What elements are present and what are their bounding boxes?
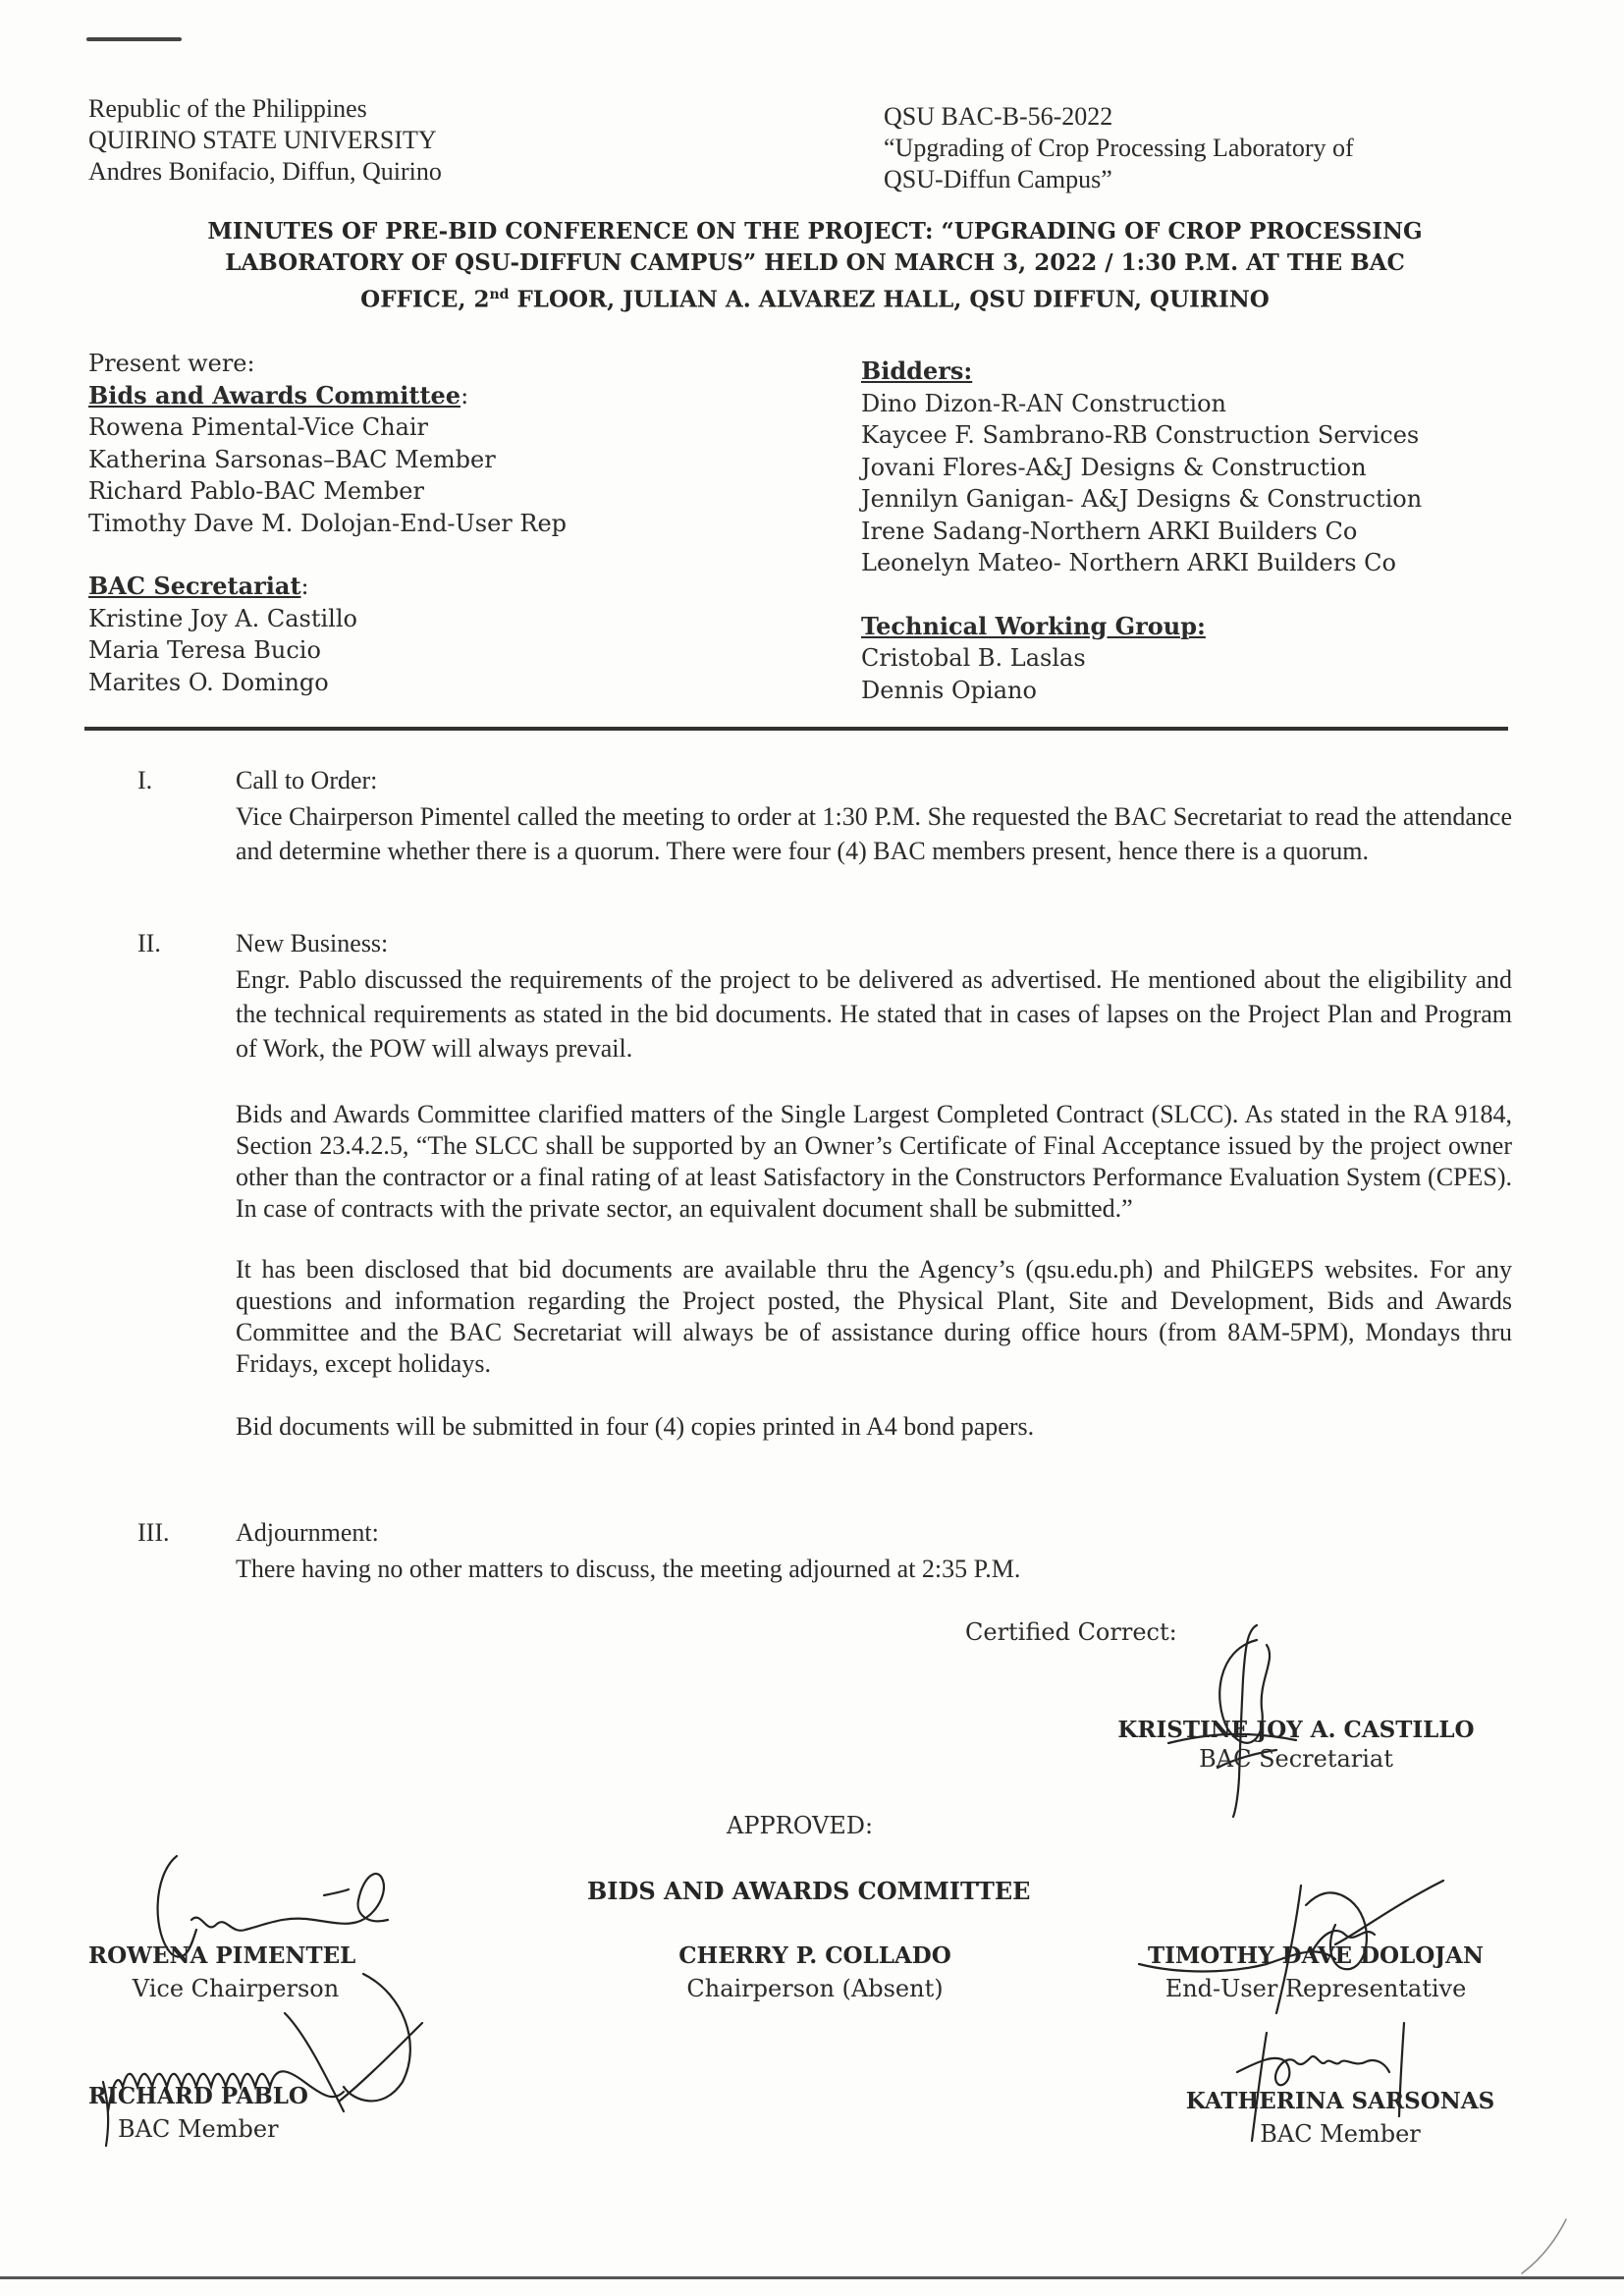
section-numeral: III. (137, 1518, 170, 1547)
bac-heading-colon: : (460, 381, 469, 410)
title-line-2: LABORATORY OF QSU-DIFFUN CAMPUS” HELD ON MARCH 3, 2022 / 1:30 P.M. AT THE BAC (225, 249, 1405, 276)
scan-mark (86, 37, 182, 41)
title-line-3-a: OFFICE, 2 (360, 286, 490, 313)
title-line-1: MINUTES OF PRE-BID CONFERENCE ON THE PROJECT: “UPGRADING OF CROP PROCESSING (207, 218, 1423, 245)
section-paragraph: There having no other matters to discuss, the meeting adjourned at 2:35 P.M. (236, 1555, 1021, 1583)
signatory-name: KATHERINA SARSONAS (1185, 2088, 1495, 2114)
document-title (98, 216, 1532, 316)
section-paragraph: Engr. Pablo discussed the requirements of the project to be delivered as advertised. He mentioned about the eligibility and the technical requirements as stated in the bid documents. He stated that in cases of lapses on the Project Plan and Program of Work, the POW will always prevail. (236, 965, 1512, 1063)
bidder: Leonelyn Mateo- Northern ARKI Builders Co (861, 549, 1396, 576)
approved-label: APPROVED: (727, 1812, 874, 1839)
bidder: Irene Sadang-Northern ARKI Builders Co (861, 517, 1358, 545)
project-name-line2: QSU-Diffun Campus” (884, 165, 1112, 193)
secretariat-heading-text: BAC Secretariat (88, 572, 301, 600)
reference-number: QSU BAC-B-56-2022 (884, 102, 1113, 131)
attendee: Rowena Pimental-Vice Chair (88, 413, 429, 441)
committee-name: BIDS AND AWARDS COMMITTEE (587, 1877, 1031, 1905)
signatory-block (69, 2083, 363, 2143)
present-intro: Present were: (88, 350, 255, 377)
title-line-3-b: FLOOR, JULIAN A. ALVAREZ HALL, QSU DIFFUN, QUIRINO (509, 286, 1270, 313)
secretariat-heading-colon: : (300, 573, 309, 600)
project-name-line1: “Upgrading of Crop Processing Laboratory of (884, 134, 1354, 162)
attendance-left (88, 348, 567, 698)
twg-member: Cristobal B. Laslas (861, 644, 1086, 672)
secretariat-heading (88, 571, 567, 603)
attendance-right (861, 355, 1422, 706)
section-heading: New Business: (236, 929, 389, 957)
section-paragraph: Bid documents will be submitted in four (4) copies printed in A4 bond papers. (236, 1412, 1035, 1441)
attendee: Marites O. Domingo (88, 668, 329, 696)
signatory-role: BAC Member (118, 2115, 279, 2143)
attendee: Maria Teresa Bucio (88, 636, 321, 664)
institution-header (88, 93, 442, 188)
signatory-role: BAC Member (1260, 2120, 1421, 2148)
signatory-name: RICHARD PABLO (88, 2083, 308, 2109)
certified-correct-label: Certified Correct: (965, 1618, 1177, 1646)
certifier-role: BAC Secretariat (1199, 1745, 1393, 1773)
section-paragraph: Vice Chairperson Pimentel called the meeting to order at 1:30 P.M. She requested the BAC Secretariat to read the attendance and determine whether there is a quorum. There were four (4) BAC members present, hence there is a quorum. (236, 802, 1512, 865)
university-name: QUIRINO STATE UNIVERSITY (88, 126, 437, 154)
bidder: Jovani Flores-A&J Designs & Construction (861, 453, 1367, 481)
section-numeral: I. (137, 766, 153, 794)
signatory-block (1119, 1942, 1512, 2002)
signatory-role: Vice Chairperson (132, 1975, 340, 2002)
twg-member: Dennis Opiano (861, 676, 1037, 704)
certifier-block (1080, 1717, 1512, 1773)
signatory-block (628, 1942, 1001, 2002)
bac-heading (88, 380, 567, 412)
signatory-name: CHERRY P. COLLADO (678, 1942, 951, 1969)
signatory-block (1149, 2088, 1532, 2148)
bidder: Jennilyn Ganigan- A&J Designs & Construction (861, 485, 1423, 513)
section-paragraph: It has been disclosed that bid documents are available thru the Agency’s (qsu.edu.ph) and PhilGEPS websites. For any questions and information regarding the Project posted, the Physical Plant, Site and Development, Bids and Awards Committee and the BAC Secretariat will always be of assistance during office hours (from 8AM-5PM), Mondays thru Fridays, except holidays. (236, 1255, 1512, 1378)
twg-heading: Technical Working Group: (861, 611, 1206, 640)
signatory-role: End-User Representative (1164, 1975, 1467, 2002)
attendee: Timothy Dave M. Dolojan-End-User Rep (88, 509, 568, 537)
attendee: Richard Pablo-BAC Member (88, 477, 424, 505)
section-divider (84, 727, 1508, 731)
section-heading: Adjournment: (236, 1518, 379, 1547)
section-numeral: II. (137, 929, 161, 957)
attendee: Kristine Joy A. Castillo (88, 604, 357, 632)
title-line-3 (98, 279, 1532, 316)
bidders-heading: Bidders: (861, 356, 973, 385)
page-bottom-edge (0, 2276, 1624, 2279)
title-line-3-sup: nd (489, 287, 510, 302)
bidder: Kaycee F. Sambrano-RB Construction Services (861, 421, 1420, 449)
signatory-role: Chairperson (Absent) (686, 1975, 944, 2002)
university-address: Andres Bonifacio, Diffun, Quirino (88, 157, 442, 186)
bidder: Dino Dizon-R-AN Construction (861, 389, 1226, 417)
section-heading: Call to Order: (236, 766, 378, 794)
reference-header (884, 101, 1354, 195)
attendee: Katherina Sarsonas–BAC Member (88, 445, 496, 473)
section-paragraph: Bids and Awards Committee clarified matters of the Single Largest Completed Contract (SLCC). As stated in the RA 9184, Section 23.4.2.5, “The SLCC shall be supported by an Owner’s Certificate of Final Acceptance issued by the project owner other than the contractor or a final rating of at least Satisfactory in the Constructors Performance Evaluation System (CPES). In case of contracts with the private sector, an equivalent document shall be submitted.” (236, 1100, 1512, 1223)
bac-heading-text: Bids and Awards Committee (88, 380, 461, 410)
republic-line: Republic of the Philippines (88, 94, 367, 123)
page-curl-mark (1512, 2219, 1571, 2278)
signatory-name: TIMOTHY DAVE DOLOJAN (1147, 1942, 1485, 1969)
signatory-name: ROWENA PIMENTEL (88, 1942, 356, 1969)
certifier-name: KRISTINE JOY A. CASTILLO (1117, 1717, 1475, 1743)
